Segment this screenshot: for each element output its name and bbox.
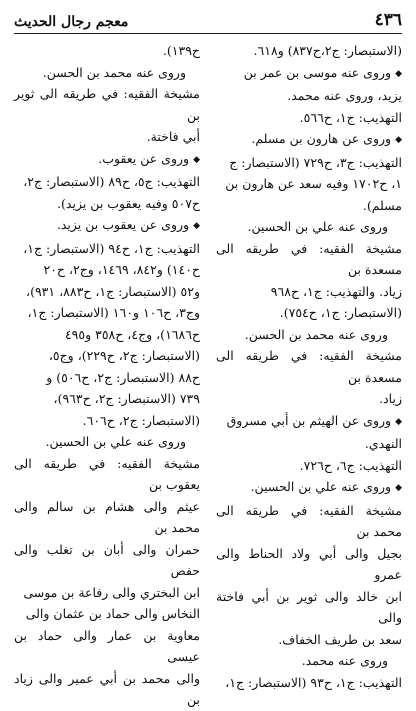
text-line: مشيخة الفقيه: في طريقه الى مسعدة بن [216, 240, 402, 277]
text-line: حمران والى أبان بن تغلب والى حفص [14, 541, 200, 578]
text-line: التهذيب: ج٥، ح٨٩ (الاستبصار: ج٢، [23, 174, 200, 189]
text-line: ابن خالد والى ثوير بن أبي فاختة والى [216, 588, 402, 625]
text-line: أبي فاختة. [146, 129, 200, 144]
text-line: النخاس والى حماد بن عثمان والى [25, 606, 200, 621]
right-column [216, 40, 402, 690]
text-line: التهذيب: ج٣، ح٧٢٩ (الاستبصار: ج [229, 154, 402, 170]
bulleted-text-line: ◆ وروى عن هارون بن مسلم. [216, 128, 402, 152]
page-header [14, 6, 402, 34]
text-line: مشيخة الفقيه: في طريقه الى ثوير بن [14, 86, 200, 123]
text-line: التهذيب: ج١، ح٩٣ (الاستبصار: ج١، [225, 674, 402, 690]
text-line: مشيخة الفقيه: في طريقه الى مسعدة بن [216, 348, 402, 385]
text-line: وروى عنه محمد بن الحسن. [42, 64, 186, 80]
bulleted-text-line: ◆ وروى عنه علي بن الحسين. [216, 476, 402, 500]
text-line: ح١٤٠) و٨٤٢، ١٤٦٩، وج٢، ح٢٠ [43, 262, 200, 277]
text-line: (الاستبصار: ج٢، ح٢٢٩)، وج٥، [48, 348, 200, 363]
text-line: وروى عنه محمد. [301, 653, 388, 668]
text-line: و٥٢ (الاستبصار: ج١، ح٨٨٣، ٩٣١)، [26, 283, 200, 299]
text-line: التهذيب: ج٦، ح٧٢٦. [299, 457, 402, 473]
text-line: ح٥٠٧ وفيه يعقوب بن يزيد). [57, 195, 200, 211]
text-line: (الاستبصار: ج١، ح٧٥٤). [279, 305, 402, 320]
text-line: ٧٣٩ (الاستبصار: ج٢، ح٩٦٣)، [53, 391, 200, 406]
text-line: والى محمد بن أبي عمير والى زياد بن [14, 670, 200, 707]
text-line: مسلم). [362, 197, 402, 213]
bulleted-text-line: ◆ وروى عن الهيثم بن أبي مسروق [216, 410, 402, 434]
text-line: النهدي. [364, 436, 402, 451]
text-line: عيثم والى هشام بن سالم والى محمد بن [14, 498, 200, 535]
text-line: وروى عنه علي بن الحسين. [45, 434, 186, 449]
running-title: معجم رجال الحديث [14, 14, 129, 30]
text-line: مشيخة الفقيه: في طريقه الى يعقوب بن [14, 455, 200, 492]
text-line: التهذيب: ج١، ح٩٤ (الاستبصار: ج١، [23, 240, 200, 256]
text-line: زياد. والتهذيب: ج١، ح٩٦٨ [270, 283, 402, 299]
text-line: مشيخة الفقيه: في طريقه الى محمد بن [216, 502, 402, 539]
text-line: ح١٦٨٦)، وج٤، ح٣٥٨ و٤٩٥ [64, 326, 200, 342]
text-line: ١، ح١٧٠٢ وفيه سعد عن هارون بن [225, 176, 402, 191]
text-line: بجيل والى أبي ولاد الحناط والى عمرو [216, 545, 402, 582]
bulleted-text-line: ◆ وروى عن يعقوب بن يزيد. [14, 214, 200, 238]
text-line: وروى عنه محمد بن الحسن. [244, 326, 388, 342]
text-line: ابن البختري والى رفاعة بن موسى [23, 584, 200, 600]
text-line: سعد بن طريف الخفاف. [278, 631, 402, 647]
text-line: وروى عنه علي بن الحسين. [247, 219, 388, 234]
text-columns [14, 40, 402, 707]
text-line: (الاستبصار: ج٢، ح٦٠٦. [82, 412, 200, 428]
bulleted-text-line: ◆ وروى عن يعقوب. [14, 148, 200, 172]
text-line: زياد. [379, 391, 402, 406]
page-number: ٤٣٦ [374, 10, 402, 30]
left-column [14, 40, 200, 707]
text-line: التهذيب: ج١، ح٥٦٦. [299, 109, 402, 125]
text-line: يزيد، وروى عنه محمد. [287, 88, 402, 103]
text-line: ح٨٨ (الاستبصار: ج٢، ح٥٠٦) و [46, 369, 200, 385]
bulleted-text-line: ◆ وروى عنه موسى بن عمر بن [216, 62, 402, 86]
text-line: ح١٣٩). [162, 43, 200, 58]
text-line: (الاستبصار: ج٢،ح٨٣٧) و٦١٨. [253, 43, 402, 58]
text-line: وج٣، ح١٠٦ و١٦٠ (الاستبصار: ج١، [27, 305, 200, 320]
text-line: معاوية بن عمار والى حماد بن عيسى [14, 627, 200, 664]
